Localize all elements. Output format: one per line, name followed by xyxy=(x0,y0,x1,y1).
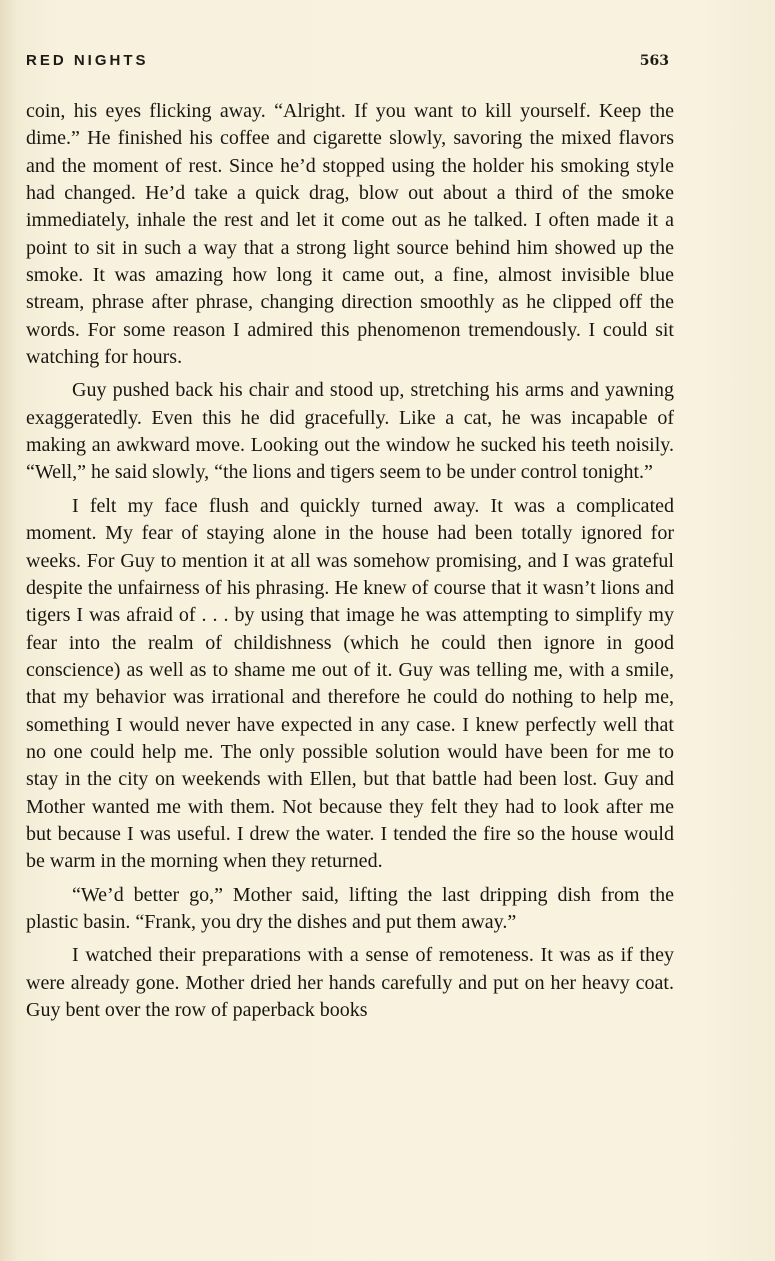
body-text xyxy=(26,98,674,1030)
paragraph: “We’d better go,” Mother said, lifting the last dripping dish from the plastic basin. “Frank, you dry the dishes and put them away.” xyxy=(26,883,674,933)
paragraph: I felt my face flush and quickly turned away. It was a complicated moment. My fear of staying alone in the house had been totally ignored for weeks. For Guy to mention it at all was somehow promising, and I was grateful despite the unfairness of his phrasing. He knew of course that it wasn’t lions and tigers I was afraid of . . . by using that image he was attempting to simplify my fear into the realm of childishness (which he could then ignore in good conscience) as well as to shame me out of it. Guy was telling me, with a smile, that my behavior was irrational and therefore he could do nothing to help me, something I would never have expected in any case. I knew perfectly well that no one could help me. The only possible solution would have been for me to stay in the city on weekends with Ellen, but that battle had been lost. Guy and Mother wanted me with them. Not because they felt they had to look after me but because I was useful. I drew the water. I tended the fire so the house would be warm in the morning when they returned. xyxy=(26,494,674,873)
paragraph: Guy pushed back his chair and stood up, stretching his arms and yawning exaggeratedly. Even this he did gracefully. Like a cat, he was incapable of making an awkward move. Looking out the window he sucked his teeth noisily. “Well,” he said slowly, “the lions and tigers seem to be under control tonight.” xyxy=(26,379,674,484)
paragraph: coin, his eyes flicking away. “Alright. If you want to kill yourself. Keep the dime.” He finished his coffee and cigarette slowly, savoring the mixed flavors and the moment of rest. Since he’d stopped using the holder his smoking style had changed. He’d take a quick drag, blow out about a third of the smoke immediately, inhale the rest and let it come out as he talked. I often made it a point to sit in such a way that a strong light source behind him showed up the smoke. It was amazing how long it came out, a fine, almost invisible blue stream, phrase after phrase, changing direction smoothly as he clipped off the words. For some reason I admired this phenomenon tremendously. I could sit watching for hours. xyxy=(26,100,674,369)
running-head: RED NIGHTS xyxy=(26,52,149,69)
page-number: 563 xyxy=(639,53,669,69)
paragraph: I watched their preparations with a sense of remoteness. It was as if they were already gone. Mother dried her hands carefully and put on her heavy coat. Guy bent over the row of paperback books xyxy=(26,944,674,1021)
page-header xyxy=(26,52,669,76)
